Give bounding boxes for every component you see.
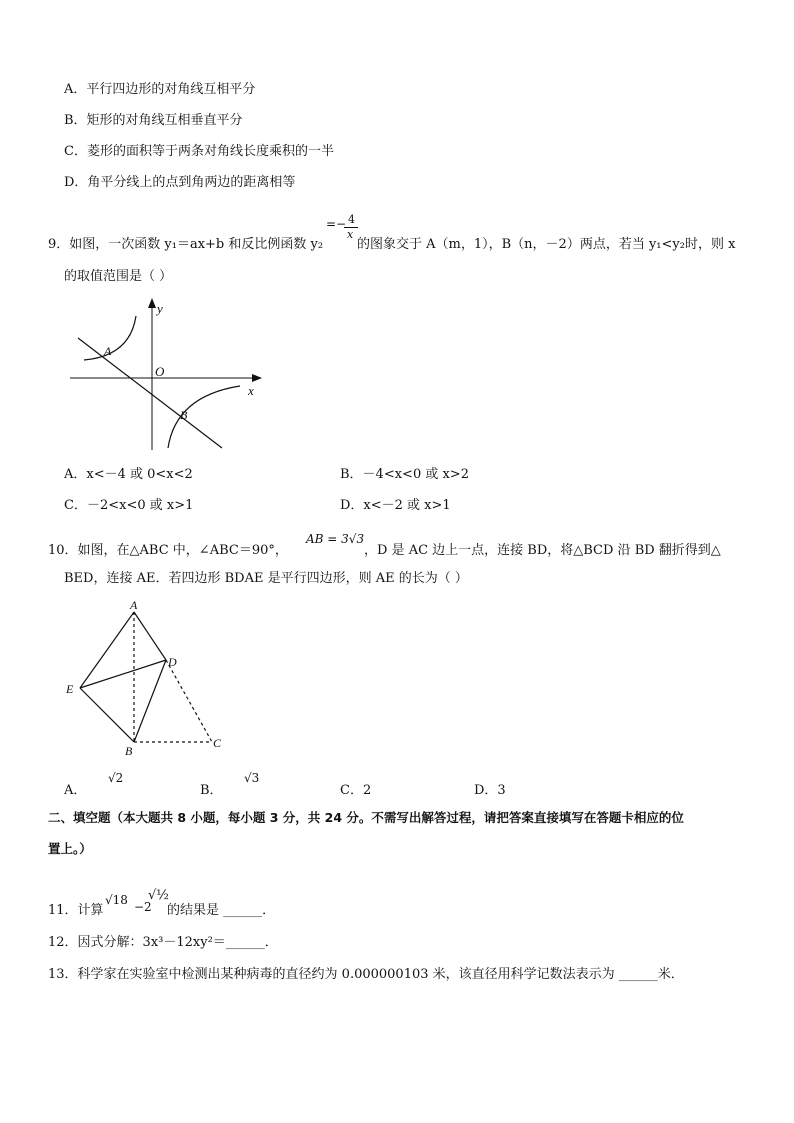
- q9-line1: 9．如图，一次函数 y₁＝ax+b 和反比例函数 y₂: [48, 237, 324, 252]
- q8-option-c: C．菱形的面积等于两条对角线长度乘积的一半: [64, 144, 334, 159]
- q9-frac-eq: =−: [326, 217, 347, 231]
- q9-frac-denominator: x: [347, 228, 354, 241]
- q10-label-e: E: [66, 682, 74, 696]
- q11-head: 11．计算: [48, 903, 104, 918]
- q8-option-d: D．角平分线上的点到角两边的距离相等: [64, 175, 296, 190]
- q9-label-b: B: [180, 408, 188, 422]
- q10-label-c: C: [213, 736, 222, 750]
- q11-expr-sqrt-half: √½: [148, 888, 169, 903]
- q8-option-a: A．平行四边形的对角线互相平分: [64, 82, 256, 97]
- q10-line1-tail: ，D 是 AC 边上一点，连接 BD，将△BCD 沿 BD 翻折得到△: [364, 543, 721, 558]
- q13-line: 13．科学家在实验室中检测出某种病毒的直径约为 0.000000103 米，该直径用科学记数法表示为 ______米．: [48, 967, 684, 982]
- q10-label-d: D: [168, 655, 177, 669]
- q11-expr-sqrt18: √18: [105, 893, 128, 907]
- section2-heading-line1: 二、填空题（本大题共 8 小题，每小题 3 分，共 24 分。不需写出解答过程，请把答案直接填写在答题卡相应的位: [48, 810, 684, 825]
- q9-line2: 的取值范围是（ ）: [64, 269, 173, 284]
- q10-option-a: A．: [64, 783, 87, 798]
- q10-option-b-value: √3: [244, 771, 260, 785]
- q8-option-b: B．矩形的对角线互相垂直平分: [64, 113, 243, 128]
- q10-label-b: B: [125, 744, 133, 758]
- q9-option-a: A．x<－4 或 0<x<2: [64, 467, 193, 482]
- q9-label-a: A: [104, 344, 112, 358]
- q10-option-a-value: √2: [108, 771, 124, 785]
- section2-heading-line2: 置上。）: [48, 841, 92, 856]
- q10-segment-ed: [80, 660, 166, 688]
- q11-expr-minus2: −2: [134, 900, 152, 914]
- q9-option-d: D．x<－2 或 x>1: [340, 498, 451, 513]
- q10-segment-ad: [134, 612, 166, 660]
- q10-line1-head: 10．如图，在△ABC 中，∠ABC＝90°，: [48, 543, 288, 558]
- q9-option-b: B．－4<x<0 或 x>2: [340, 467, 469, 482]
- q12-line: 12．因式分解：3x³－12xy²＝______．: [48, 935, 278, 950]
- q9-label-origin: O: [155, 364, 165, 379]
- q10-option-d: D．3: [474, 783, 506, 798]
- q9-frac-numerator: 4: [348, 213, 355, 226]
- q10-segment-bd: [134, 660, 166, 742]
- q10-segment-eb: [80, 688, 134, 742]
- q10-option-b: B．: [200, 783, 223, 798]
- q10-segment-dc: [166, 660, 212, 742]
- q11-tail: 的结果是 ______．: [167, 903, 276, 918]
- q10-label-a: A: [130, 598, 138, 612]
- q10-line2: BED，连接 AE．若四边形 BDAE 是平行四边形，则 AE 的长为（ ）: [64, 571, 468, 586]
- q9-label-y: y: [157, 301, 163, 316]
- q9-label-x: x: [248, 383, 254, 398]
- q9-line1-tail: 的图象交于 A（m，1），B（n，－2）两点，若当 y₁<y₂时，则 x: [357, 237, 736, 252]
- q10-formula: AB = 3√3: [306, 532, 365, 546]
- q10-option-c: C．2: [340, 783, 372, 798]
- q10-segment-ae: [80, 612, 134, 688]
- q9-option-c: C．－2<x<0 或 x>1: [64, 498, 194, 513]
